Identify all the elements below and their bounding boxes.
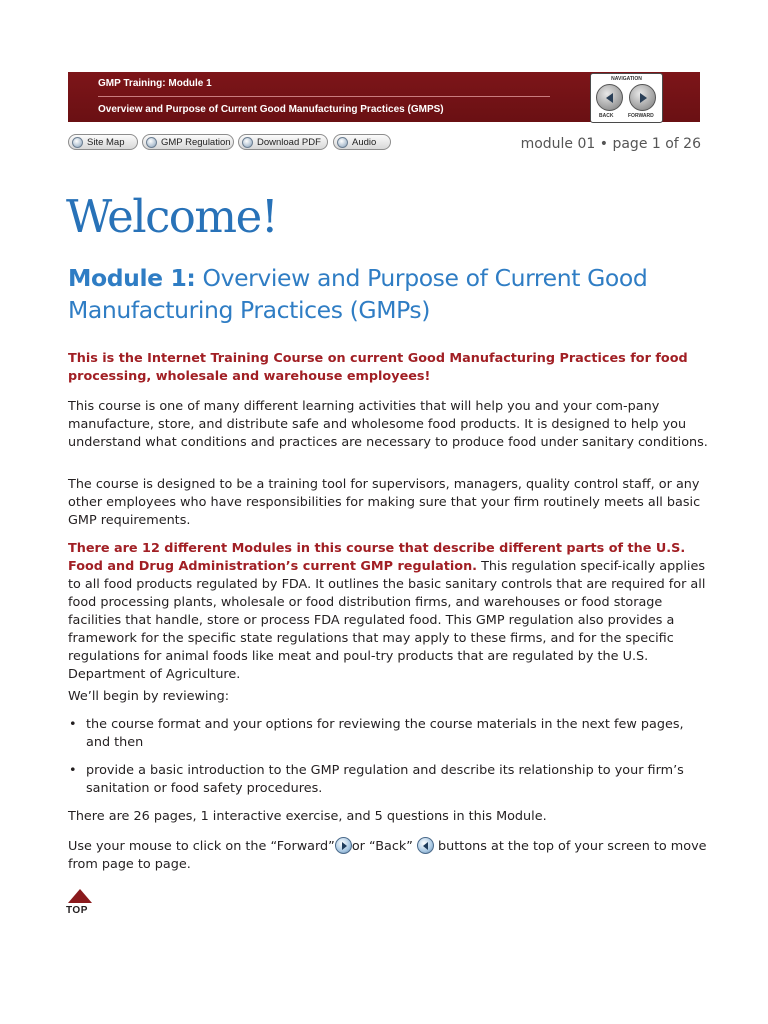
regulation-highlight: There are 12 different Modules in this course that describe different parts of the U.S. Food and Drug Administration’s current GMP regulation. — [68, 541, 686, 574]
course-label: GMP Training: Module 1 — [98, 78, 212, 89]
back-button[interactable] — [596, 84, 623, 111]
gmp-regulation-label: GMP Regulation — [161, 136, 231, 148]
globe-icon — [72, 137, 83, 148]
banner-divider — [98, 96, 550, 97]
nav-help-text-a: Use your mouse to click on the “Forward” — [68, 839, 335, 854]
download-pdf-label: Download PDF — [257, 136, 321, 148]
up-arrow-icon — [68, 889, 92, 903]
module-heading — [68, 262, 708, 326]
module-banner-title: Overview and Purpose of Current Good Manufacturing Practices (GMPS) — [98, 104, 444, 115]
arrow-right-icon — [636, 91, 650, 105]
nav-help-text-b: or “Back” — [351, 839, 413, 854]
download-icon — [242, 137, 253, 148]
navigation-heading: NAVIGATION — [611, 76, 642, 82]
regulation-description: This regulation specif-ically applies to all food products regulated by FDA. It outlines the basic sanitary controls that are required for all food processing plants, wholesale or food distribution firms, and warehouses or food storage facilities that handle, store or process FDA regulated food. This GMP regulation also provides a framework for the specific state regulations that may apply to these firms, and for the specific regulations for animal foods like meat and poul-try products that are regulated by the U.S. Department of Agriculture. — [68, 559, 706, 682]
speaker-icon — [337, 137, 348, 148]
page-indicator: module 01 • page 1 of 26 — [520, 136, 701, 152]
back-label: BACK — [599, 113, 614, 119]
navigation-panel — [590, 73, 663, 123]
paragraph-review-intro: We’ll begin by reviewing: — [68, 689, 230, 704]
nav-help-text-c: buttons at the top of your screen to move from page to page. — [68, 839, 707, 872]
paragraph-course-purpose: This course is one of many different learning activities that will help you and your com-pany manufacture, store, and distribute safe and wholesome food products. It is designed to help you understand what conditions and practices are necessary to produce food under sanitary conditions. — [68, 399, 708, 450]
review-list — [68, 716, 708, 808]
gmp-regulation-button[interactable] — [142, 134, 234, 150]
audio-button[interactable] — [333, 134, 391, 150]
page-title: Welcome! — [66, 190, 278, 243]
paragraph-regulation — [68, 540, 708, 684]
forward-label: FORWARD — [628, 113, 654, 119]
paragraph-navigation-help — [68, 837, 708, 874]
back-to-top-link[interactable] — [66, 889, 96, 921]
list-item: • the course format and your options for reviewing the course materials in the next few pages, and then — [68, 716, 708, 752]
forward-button[interactable] — [629, 84, 656, 111]
header-banner — [68, 72, 700, 122]
forward-inline-icon — [335, 837, 352, 854]
site-map-label: Site Map — [87, 136, 125, 148]
site-map-button[interactable] — [68, 134, 138, 150]
arrow-left-icon — [603, 91, 617, 105]
paragraph-course-audience: The course is designed to be a training tool for supervisors, managers, quality control staff, or any other employees who have responsibilities for making sure that your firm routinely meets all basic GMP requirements. — [68, 477, 701, 528]
audio-label: Audio — [352, 136, 377, 148]
module-number: Module 1: — [68, 264, 196, 292]
download-pdf-button[interactable] — [238, 134, 328, 150]
document-icon — [146, 137, 157, 148]
module-title: Overview and Purpose of Current Good Manufacturing Practices (GMPs) — [68, 264, 648, 324]
list-item: • provide a basic introduction to the GMP regulation and describe its relationship to your firm’s sanitation or food safety procedures. — [68, 762, 708, 798]
paragraph-module-summary: There are 26 pages, 1 interactive exercise, and 5 questions in this Module. — [68, 809, 547, 824]
back-inline-icon — [417, 837, 434, 854]
top-label: TOP — [66, 905, 88, 916]
intro-highlight: This is the Internet Training Course on current Good Manufacturing Practices for food processing, wholesale and warehouse employees! — [68, 351, 688, 384]
